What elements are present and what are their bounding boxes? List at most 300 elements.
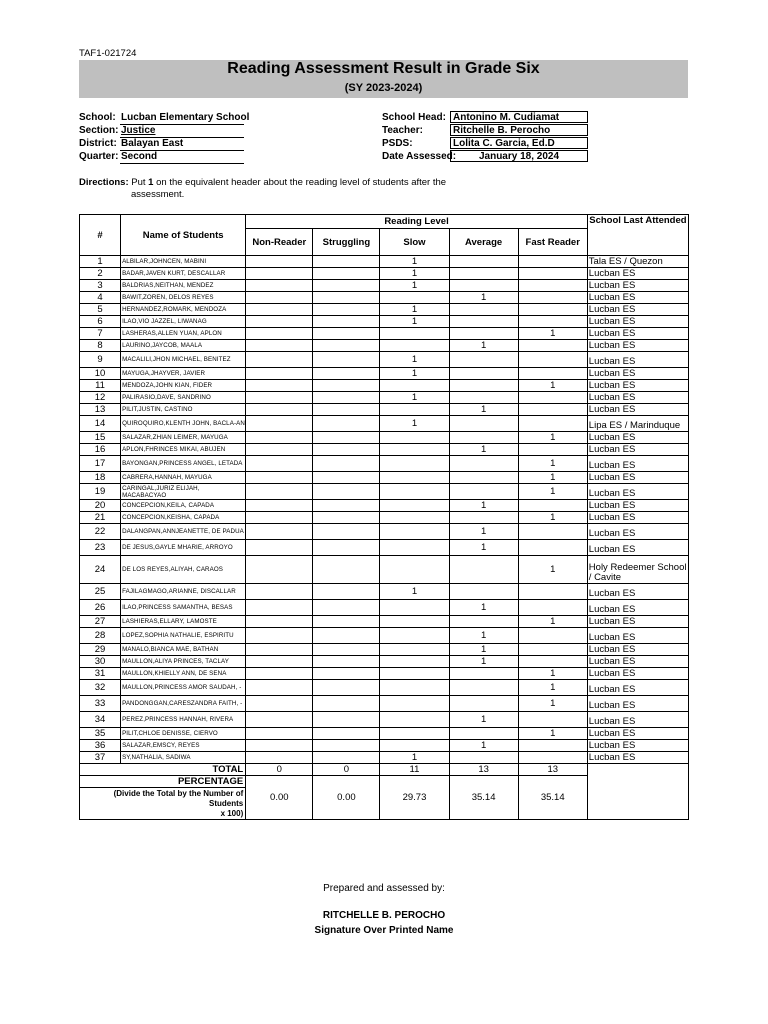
school-head-value: Antonino M. Cudiamat [450,111,588,123]
school-last-attended: Lucban ES [587,500,688,512]
table-row [80,680,689,696]
level-slow-cell [380,432,449,444]
school-last-attended: Lucban ES [587,444,688,456]
table-row [80,404,689,416]
level-fast-reader-cell [518,444,587,456]
level-struggling-cell [313,628,380,644]
level-average-cell [449,316,518,328]
pct-struggling: 0.00 [313,776,380,820]
student-name: BAWIT,ZOREN, DELOS REYES [121,292,246,304]
level-fast-reader-cell [518,340,587,352]
student-name: BADAR,JAVEN KURT, DESCALLAR [121,268,246,280]
level-fast-reader-cell: 1 [518,696,587,712]
row-number: 35 [80,728,121,740]
level-struggling-cell [313,292,380,304]
school-last-attended: Lucban ES [587,600,688,616]
level-non-reader-cell [246,292,313,304]
row-number: 27 [80,616,121,628]
level-struggling-cell [313,456,380,472]
level-fast-reader-cell [518,256,587,268]
row-number: 16 [80,444,121,456]
school-last-attended: Lucban ES [587,696,688,712]
table-row [80,540,689,556]
page-subtitle: (SY 2023-2024) [344,82,423,94]
total-fast-reader: 13 [518,764,587,776]
level-fast-reader-cell [518,628,587,644]
level-slow-cell [380,712,449,728]
level-slow-cell: 1 [380,584,449,600]
level-non-reader-cell [246,432,313,444]
table-row [80,316,689,328]
directions-bold: 1 [148,177,154,188]
level-slow-cell [380,340,449,352]
student-name: DE LOS REYES,ALIYAH, CARAOS [121,556,246,584]
school-last-attended: Tala ES / Quezon [587,256,688,268]
school-label: School: [79,112,116,123]
level-average-cell [449,752,518,764]
level-non-reader-cell [246,352,313,368]
school-value: Lucban Elementary School [121,112,250,123]
student-name: PALIRASIO,DAVE, SANDRINO [121,392,246,404]
table-row [80,380,689,392]
quarter-label: Quarter: [79,151,119,162]
school-last-attended: Lipa ES / Marinduque [587,416,688,432]
level-non-reader-cell [246,712,313,728]
level-struggling-cell [313,740,380,752]
row-number: 32 [80,680,121,696]
level-non-reader-cell [246,680,313,696]
level-struggling-cell [313,416,380,432]
student-name: MENDOZA,JOHN KIAN, FIDER [121,380,246,392]
pct-average: 35.14 [449,776,518,820]
row-number: 4 [80,292,121,304]
level-non-reader-cell [246,392,313,404]
directions [79,177,446,201]
level-struggling-cell [313,512,380,524]
level-non-reader-cell [246,600,313,616]
teacher-label: Teacher: [382,125,423,136]
level-fast-reader-cell [518,540,587,556]
row-number: 30 [80,656,121,668]
level-fast-reader-cell [518,752,587,764]
level-average-cell [449,380,518,392]
level-average-cell: 1 [449,712,518,728]
level-slow-cell [380,444,449,456]
section-value: Justice [121,125,156,136]
level-fast-reader-cell [518,584,587,600]
pct-fast-reader: 35.14 [518,776,587,820]
level-average-cell [449,392,518,404]
level-fast-reader-cell [518,292,587,304]
level-fast-reader-cell [518,600,587,616]
section-label: Section: [79,125,119,136]
level-average-cell [449,256,518,268]
level-average-cell [449,268,518,280]
table-row [80,472,689,484]
quarter-value: Second [121,151,158,162]
row-number: 12 [80,392,121,404]
quarter-underline [120,163,244,164]
school-last-attended: Lucban ES [587,328,688,340]
percentage-label: PERCENTAGE [80,776,246,788]
school-last-attended: Lucban ES [587,628,688,644]
level-struggling-cell [313,656,380,668]
level-fast-reader-cell [518,280,587,292]
percentage-note-a: (Divide the Total by the Number of Students [113,788,244,808]
student-name: BAYONGAN,PRINCESS ANGEL, LETADA [121,456,246,472]
row-number: 23 [80,540,121,556]
level-struggling-cell [313,328,380,340]
level-slow-cell [380,656,449,668]
level-fast-reader-cell [518,316,587,328]
row-number: 29 [80,644,121,656]
table-row [80,444,689,456]
school-last-attended: Lucban ES [587,304,688,316]
level-non-reader-cell [246,304,313,316]
table-row [80,456,689,472]
school-last-attended: Lucban ES [587,740,688,752]
pct-non-reader: 0.00 [246,776,313,820]
table-row [80,268,689,280]
signature-caption: Signature Over Printed Name [314,925,454,936]
level-average-cell [449,280,518,292]
level-non-reader-cell [246,484,313,500]
psds-label: PSDS: [382,138,413,149]
level-non-reader-cell [246,752,313,764]
district-value: Balayan East [121,138,184,149]
directions-text-b: on the equivalent header about the reading level of students after the [153,177,447,188]
level-average-cell [449,696,518,712]
level-slow-cell [380,472,449,484]
directions-label: Directions: [79,177,129,188]
level-fast-reader-cell: 1 [518,616,587,628]
level-struggling-cell [313,752,380,764]
student-name: PILIT,JUSTIN, CASTINO [121,404,246,416]
school-last-attended: Lucban ES [587,368,688,380]
table-row [80,584,689,600]
school-last-attended: Lucban ES [587,512,688,524]
date-value: January 18, 2024 [450,150,588,162]
student-name: APLON,FHRINCES MIKAI, ABUJEN [121,444,246,456]
level-slow-cell [380,500,449,512]
row-number: 9 [80,352,121,368]
level-struggling-cell [313,316,380,328]
level-struggling-cell [313,696,380,712]
header-school-last-attended: School Last Attended [587,215,688,256]
level-average-cell: 1 [449,500,518,512]
level-average-cell: 1 [449,656,518,668]
school-last-attended: Lucban ES [587,432,688,444]
total-non-reader: 0 [246,764,313,776]
level-non-reader-cell [246,540,313,556]
level-slow-cell [380,668,449,680]
header-struggling: Struggling [313,229,380,256]
level-fast-reader-cell [518,524,587,540]
table-row [80,484,689,500]
student-name: HERNANDEZ,ROMARK, MENDOZA [121,304,246,316]
level-average-cell [449,484,518,500]
total-average: 13 [449,764,518,776]
level-average-cell [449,456,518,472]
student-name: CONCEPCION,KEISHA, CAPADA [121,512,246,524]
level-struggling-cell [313,404,380,416]
psds-value: Lolita C. Garcia, Ed.D [450,137,588,149]
level-average-cell [449,584,518,600]
level-average-cell [449,472,518,484]
level-non-reader-cell [246,404,313,416]
level-non-reader-cell [246,256,313,268]
level-slow-cell [380,696,449,712]
student-name: SALAZAR,ZHIAN LEIMER, MAYUGA [121,432,246,444]
student-name: MAULLON,PRINCESS AMOR SAUDAH, - [121,680,246,696]
header-name: Name of Students [121,215,246,256]
page-title: Reading Assessment Result in Grade Six [227,60,540,77]
student-name: MAULLON,ALIYA PRINCES, TACLAY [121,656,246,668]
school-head-label: School Head: [382,112,446,123]
signatory-name: RITCHELLE B. PEROCHO [322,910,446,921]
level-struggling-cell [313,712,380,728]
level-struggling-cell [313,368,380,380]
school-last-attended: Lucban ES [587,712,688,728]
level-fast-reader-cell [518,268,587,280]
student-name: CONCEPCION,KEILA, CAPADA [121,500,246,512]
level-average-cell [449,432,518,444]
student-name: LOPEZ,SOPHIA NATHALIE, ESPIRITU [121,628,246,644]
level-fast-reader-cell: 1 [518,512,587,524]
table-row [80,292,689,304]
table-row [80,628,689,644]
level-non-reader-cell [246,416,313,432]
student-name: ILAO,PRINCESS SAMANTHA, BESAS [121,600,246,616]
level-slow-cell: 1 [380,416,449,432]
header-average: Average [449,229,518,256]
level-fast-reader-cell: 1 [518,380,587,392]
table-row [80,368,689,380]
level-slow-cell: 1 [380,352,449,368]
level-fast-reader-cell [518,740,587,752]
level-non-reader-cell [246,696,313,712]
student-name: SY,NATHALIA, SADIWA [121,752,246,764]
level-non-reader-cell [246,280,313,292]
level-average-cell: 1 [449,524,518,540]
level-non-reader-cell [246,556,313,584]
level-fast-reader-cell [518,712,587,728]
level-slow-cell: 1 [380,268,449,280]
level-struggling-cell [313,524,380,540]
school-last-attended: Lucban ES [587,280,688,292]
level-slow-cell: 1 [380,256,449,268]
student-name: PANDONGGAN,CARESZANDRA FAITH, - [121,696,246,712]
date-label: Date Assessed: [382,151,457,162]
level-struggling-cell [313,668,380,680]
level-average-cell [449,416,518,432]
table-row [80,280,689,292]
level-average-cell [449,680,518,696]
student-name: PILIT,CHLOE DENISSE, CIERVO [121,728,246,740]
total-slow: 11 [380,764,449,776]
level-fast-reader-cell: 1 [518,556,587,584]
school-last-attended: Lucban ES [587,728,688,740]
percentage-note-b: x 100) [220,808,244,818]
level-slow-cell [380,292,449,304]
student-name: ILAO,VIO JAZZEL, LIWANAG [121,316,246,328]
level-average-cell [449,728,518,740]
level-non-reader-cell [246,728,313,740]
level-fast-reader-cell: 1 [518,432,587,444]
row-number: 24 [80,556,121,584]
school-last-attended: Lucban ES [587,268,688,280]
level-struggling-cell [313,340,380,352]
row-number: 19 [80,484,121,500]
level-fast-reader-cell [518,416,587,432]
level-slow-cell [380,628,449,644]
level-fast-reader-cell [518,500,587,512]
level-average-cell [449,512,518,524]
reading-level-table [79,214,689,820]
row-number: 33 [80,696,121,712]
level-slow-cell [380,524,449,540]
level-slow-cell [380,644,449,656]
row-number: 2 [80,268,121,280]
level-non-reader-cell [246,368,313,380]
level-fast-reader-cell [518,392,587,404]
table-row [80,352,689,368]
level-slow-cell: 1 [380,392,449,404]
table-row [80,752,689,764]
school-last-attended: Lucban ES [587,340,688,352]
school-last-attended: Lucban ES [587,524,688,540]
level-slow-cell [380,556,449,584]
level-struggling-cell [313,304,380,316]
level-non-reader-cell [246,340,313,352]
table-row [80,340,689,352]
level-slow-cell: 1 [380,752,449,764]
level-fast-reader-cell [518,656,587,668]
directions-text-a: Put [131,177,149,188]
table-row [80,556,689,584]
table-row [80,616,689,628]
table-row [80,600,689,616]
total-struggling: 0 [313,764,380,776]
level-fast-reader-cell: 1 [518,472,587,484]
level-average-cell: 1 [449,628,518,644]
school-last-attended: Holy Redeemer School / Cavite [587,556,688,584]
row-number: 21 [80,512,121,524]
header-slow: Slow [380,229,449,256]
school-last-attended: Lucban ES [587,668,688,680]
level-slow-cell [380,616,449,628]
student-name: MANALO,BIANCA MAE, BATHAN [121,644,246,656]
student-name: MACALILI,JHON MICHAEL, BENITEZ [121,352,246,368]
level-struggling-cell [313,392,380,404]
student-name: CARINGAL,JURIZ ELIJAH, MACABACYAO [121,484,246,500]
row-number: 34 [80,712,121,728]
student-name: CABRERA,HANNAH, MAYUGA [121,472,246,484]
level-non-reader-cell [246,500,313,512]
level-slow-cell [380,484,449,500]
school-last-attended: Lucban ES [587,404,688,416]
level-average-cell: 1 [449,292,518,304]
row-number: 11 [80,380,121,392]
row-number: 37 [80,752,121,764]
level-non-reader-cell [246,644,313,656]
row-number: 28 [80,628,121,644]
level-non-reader-cell [246,456,313,472]
student-name: MAULLON,KHIELLY ANN, DE SENA [121,668,246,680]
level-non-reader-cell [246,316,313,328]
level-average-cell [449,352,518,368]
header-fast-reader: Fast Reader [518,229,587,256]
student-name: DE JESUS,GAYLE MHARIE, ARROYO [121,540,246,556]
student-name: SALAZAR,EMSCY, REYES [121,740,246,752]
table-row [80,392,689,404]
district-label: District: [79,138,117,149]
row-number: 5 [80,304,121,316]
level-fast-reader-cell: 1 [518,484,587,500]
table-row [80,512,689,524]
level-fast-reader-cell: 1 [518,728,587,740]
level-struggling-cell [313,256,380,268]
level-fast-reader-cell: 1 [518,668,587,680]
level-non-reader-cell [246,444,313,456]
percentage-note [80,788,246,820]
school-last-attended: Lucban ES [587,316,688,328]
school-last-attended: Lucban ES [587,456,688,472]
level-fast-reader-cell: 1 [518,328,587,340]
school-last-attended: Lucban ES [587,472,688,484]
level-struggling-cell [313,352,380,368]
table-row [80,416,689,432]
table-row [80,656,689,668]
level-non-reader-cell [246,268,313,280]
row-number: 8 [80,340,121,352]
level-fast-reader-cell [518,352,587,368]
student-name: DALANGPAN,ANNJEANETTE, DE PADUA [121,524,246,540]
level-slow-cell [380,456,449,472]
table-row [80,524,689,540]
prepared-by: Prepared and assessed by: [323,883,445,894]
header-number: # [80,215,121,256]
level-average-cell: 1 [449,404,518,416]
level-average-cell [449,304,518,316]
total-blank [587,764,688,820]
row-number: 10 [80,368,121,380]
student-rows [80,256,689,764]
level-struggling-cell [313,380,380,392]
level-slow-cell [380,728,449,740]
level-slow-cell: 1 [380,316,449,328]
school-last-attended: Lucban ES [587,484,688,500]
row-number: 20 [80,500,121,512]
table-row [80,328,689,340]
level-struggling-cell [313,584,380,600]
level-slow-cell [380,540,449,556]
level-slow-cell [380,680,449,696]
row-number: 25 [80,584,121,600]
level-struggling-cell [313,500,380,512]
row-number: 26 [80,600,121,616]
table-row [80,712,689,728]
level-average-cell: 1 [449,740,518,752]
level-slow-cell [380,740,449,752]
level-struggling-cell [313,432,380,444]
level-average-cell: 1 [449,540,518,556]
table-row [80,728,689,740]
level-average-cell [449,616,518,628]
level-slow-cell [380,328,449,340]
directions-text-c: assessment. [131,189,185,200]
level-non-reader-cell [246,584,313,600]
